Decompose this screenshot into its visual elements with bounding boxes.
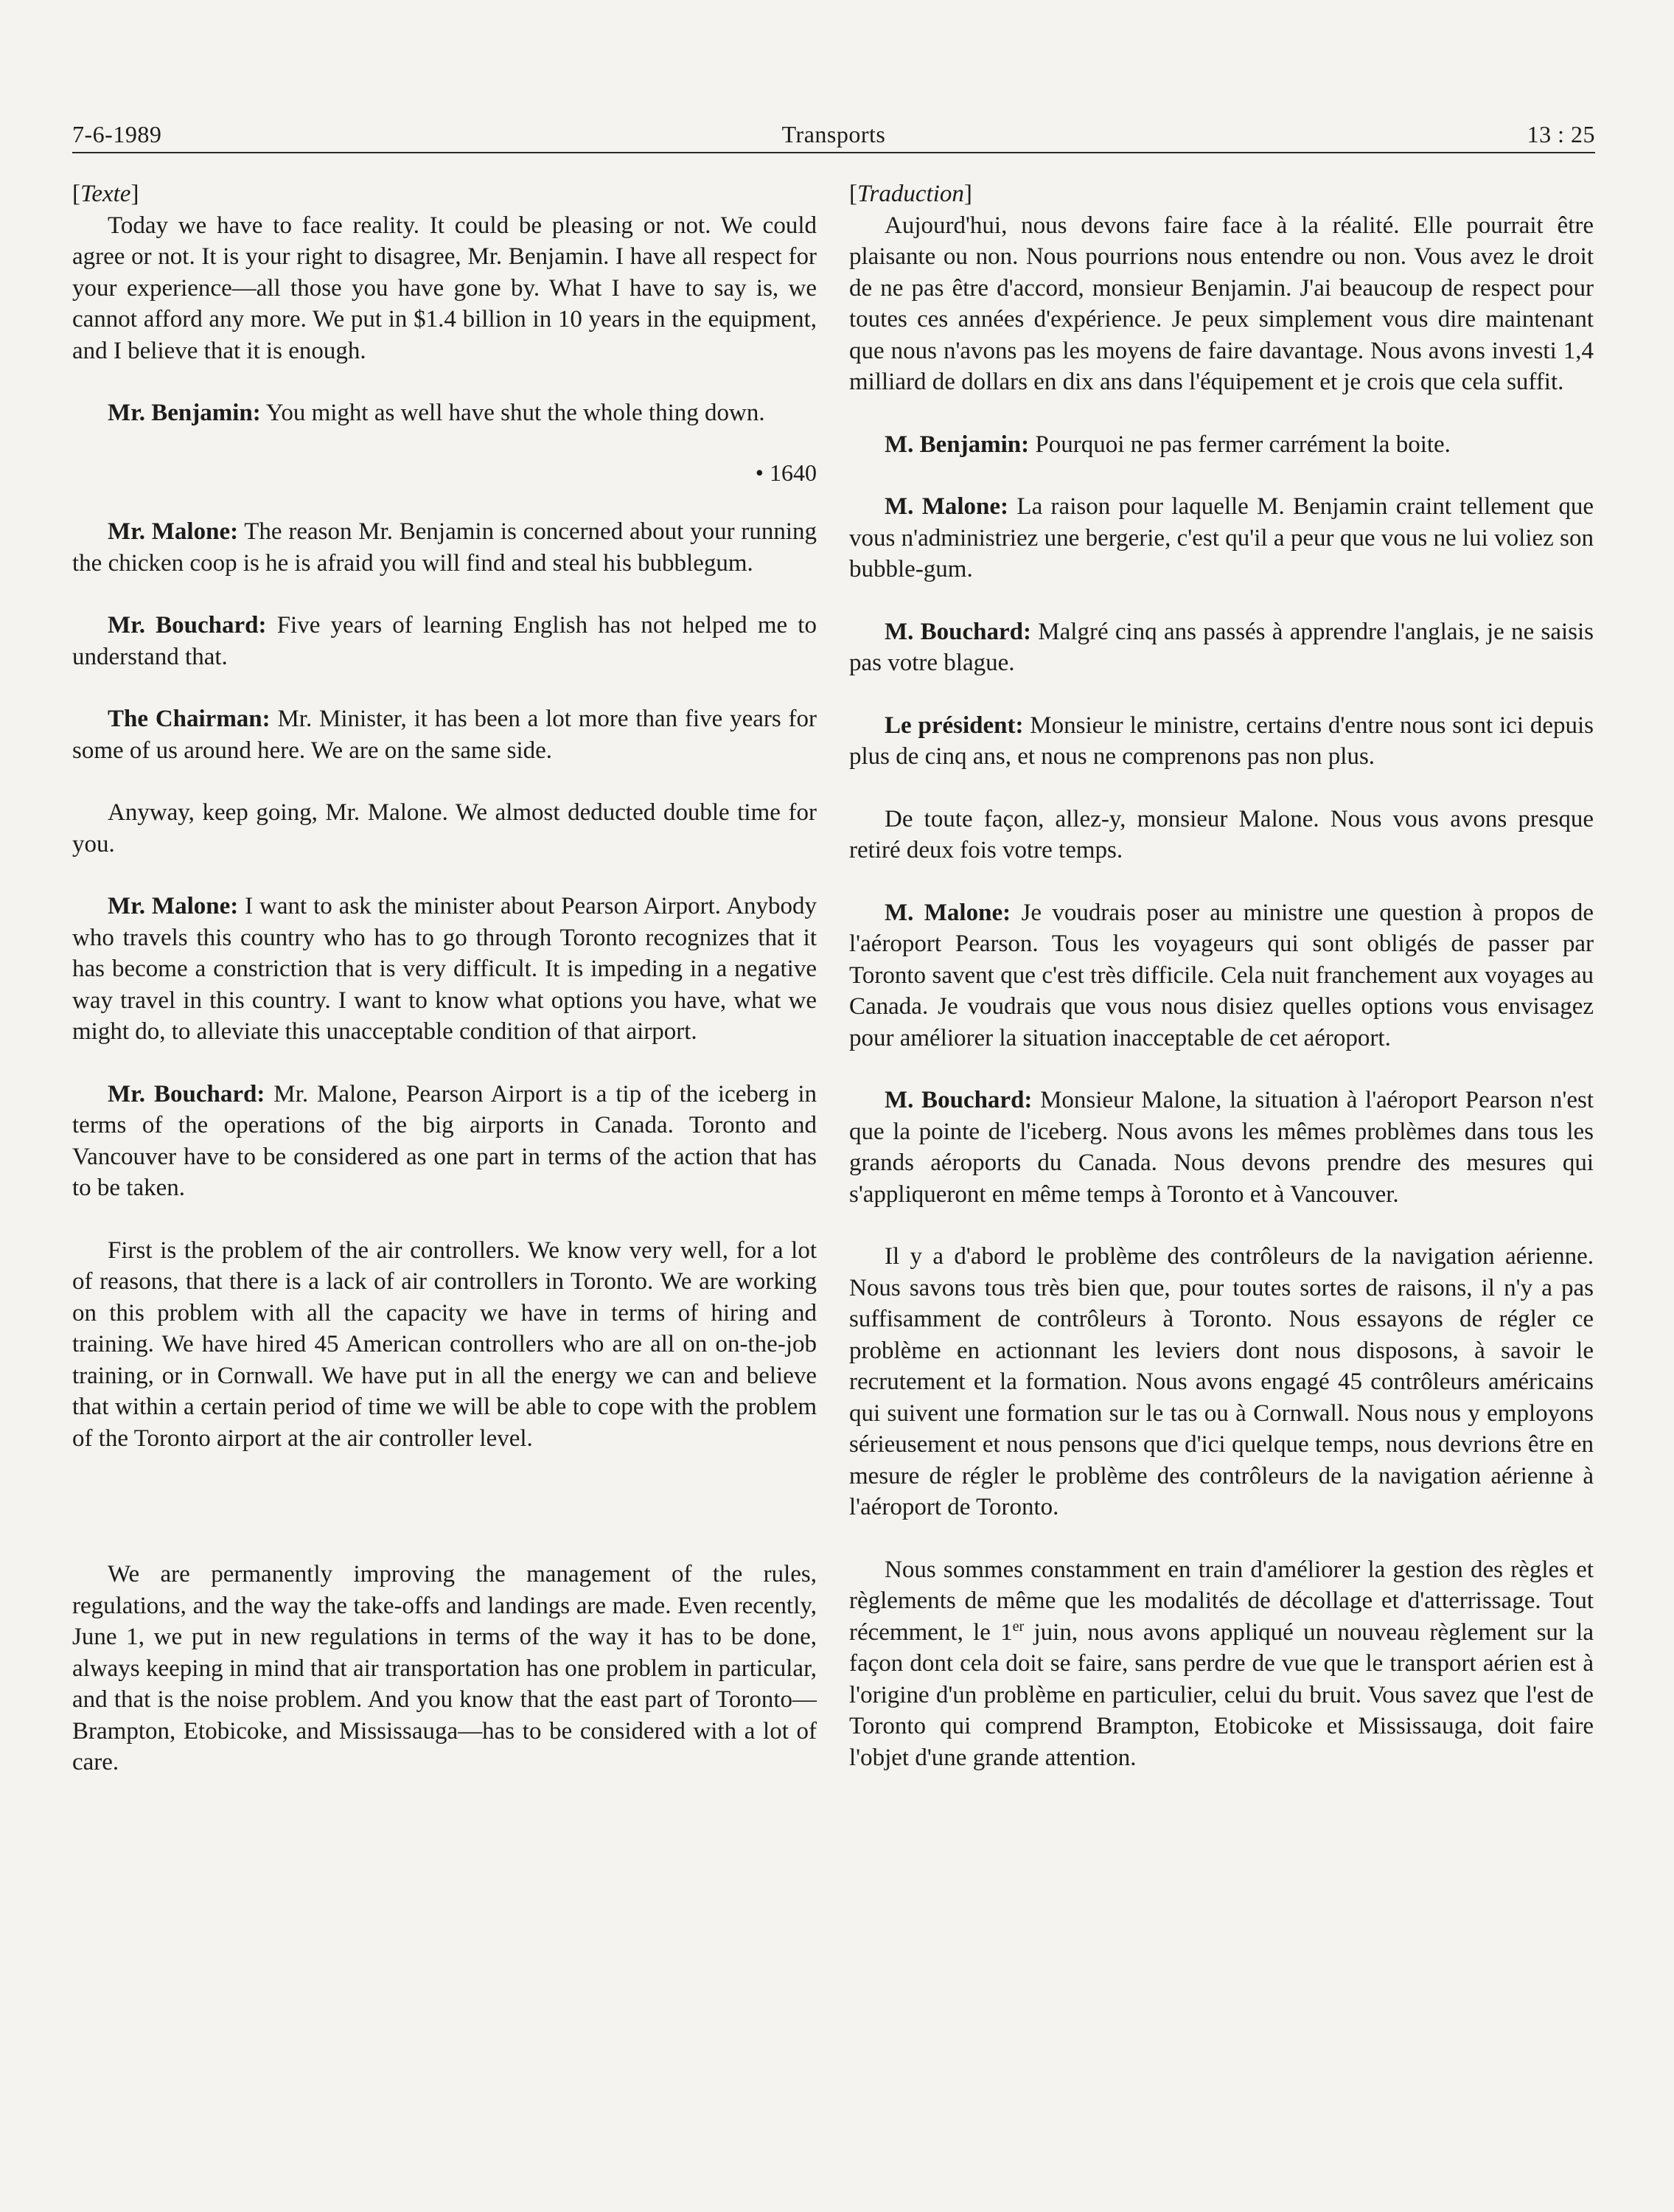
translation-tag: [Traduction] — [849, 181, 972, 207]
paragraph: Mr. Bouchard: Five years of learning English has not helped me to understand that. — [72, 612, 817, 670]
paragraph: We are permanently improving the management of the rules, regulations, and the way the take-offs and landings are made. Even recently, June 1, we put in new regulations in terms of the way it has to be done, always keeping in mind that air transportation has one problem in particular, and that is the noise problem. And you know that the east part of Toronto—Brampton, Etobicoke, and Mississauga—has to be considered with a lot of care. — [72, 1561, 817, 1775]
header-date: 7-6-1989 — [72, 121, 162, 147]
paragraph: Nous sommes constamment en train d'améliorer la gestion des règles et règlements de même que les modalités de décollage et d'atterrissage. Tout récemment, le 1er juin, nous avons appliqué un nouveau règlement sur la façon dont cela doit se faire, sans perdre de vue que le transport aérien est à l'origine d'un problème en particulier, celui du bruit. Vous savez que l'est de Toronto qui comprend Brampton, Etobicoke et Mississauga, doit faire l'objet d'une grande attention. — [849, 1556, 1594, 1771]
english-column — [72, 178, 817, 1809]
paragraph: M. Malone: Je voudrais poser au ministre une question à propos de l'aéroport Pearson. Tous les voyageurs qui sont obligés de passer par Toronto savent que c'est très difficile. Cela nuit franchement aux voyages au Canada. Je voudrais que vous nous disiez quelles options vous envisagez pour améliorer la situation inacceptable de cet aéroport. — [849, 899, 1594, 1051]
paragraph: M. Malone: La raison pour laquelle M. Benjamin craint tellement que vous n'administriez une bergerie, c'est qu'il a peur que vous ne lui voliez son bubble-gum. — [849, 493, 1594, 582]
header-title: Transports — [781, 121, 886, 147]
speaker-name: M. Malone: — [885, 493, 1009, 520]
paragraph: Mr. Malone: I want to ask the minister about Pearson Airport. Anybody who travels this country who has to go through Toronto recognizes that it has become a constriction that is very difficult. It is impeding in a negative way travel in this country. I want to know what options you have, what we might do, to alleviate this unacceptable condition of that airport. — [72, 893, 817, 1045]
header-page-number: 13 : 25 — [1527, 121, 1595, 147]
superscript: er — [1012, 1618, 1025, 1635]
paragraph: Mr. Bouchard: Mr. Malone, Pearson Airport is a tip of the iceberg in terms of the operations of the big airports in Canada. Toronto and Vancouver have to be considered as one part in terms of the action that has to be taken. — [72, 1080, 817, 1201]
paragraph: M. Bouchard: Malgré cinq ans passés à apprendre l'anglais, je ne saisis pas votre blague. — [849, 618, 1594, 676]
timestamp: • 1640 — [755, 459, 817, 486]
paragraph: De toute façon, allez-y, monsieur Malone. Nous vous avons presque retiré deux fois votre temps. — [849, 805, 1594, 863]
paragraph: Il y a d'abord le problème des contrôleurs de la navigation aérienne. Nous savons tous très bien que, pour toutes sortes de raisons, il n'y a pas suffisamment de contrôleurs à Toronto. Nous essayons de régler ce problème en actionnant les leviers dont nous disposons, à savoir le recrutement et la formation. Nous avons engagé 45 contrôleurs américains qui suivent une formation sur le tas ou à Cornwall. Nous nous y employons sérieusement et nous pensons que d'ici quelque temps, nous devrions être en mesure de régler le problème des contrôleurs de la navigation aérienne à l'aéroport de Toronto. — [849, 1243, 1594, 1520]
speaker-name: Mr. Benjamin: — [108, 400, 261, 426]
french-column — [849, 178, 1594, 1804]
paragraph: Mr. Malone: The reason Mr. Benjamin is concerned about your running the chicken coop is he is afraid you will find and steal his bubblegum. — [72, 518, 817, 577]
speaker-name: Mr. Bouchard: — [108, 612, 267, 639]
text-tag: [Texte] — [72, 181, 139, 207]
paragraph: Le président: Monsieur le ministre, certains d'entre nous sont ici depuis plus de cinq ans, et nous ne comprenons pas non plus. — [849, 712, 1594, 770]
paragraph: Mr. Benjamin: You might as well have shut the whole thing down. — [108, 400, 765, 426]
speaker-name: Mr. Malone: — [108, 893, 239, 919]
paragraph: Today we have to face reality. It could be pleasing or not. We could agree or not. It is your right to disagree, Mr. Benjamin. I have all respect for your experience—all those you have gone by. What I have to say is, we cannot afford any more. We put in $1.4 billion in 10 years in the equipment, and I believe that it is enough. — [72, 212, 817, 364]
speaker-name: M. Malone: — [885, 899, 1011, 926]
speaker-name: Mr. Bouchard: — [108, 1080, 265, 1107]
paragraph: M. Benjamin: Pourquoi ne pas fermer carrément la boite. — [885, 431, 1451, 458]
paragraph: The Chairman: Mr. Minister, it has been a lot more than five years for some of us around here. We are on the same side. — [72, 706, 817, 764]
speaker-name: Mr. Malone: — [108, 518, 239, 545]
speaker-name: Le président: — [885, 712, 1024, 739]
speaker-name: M. Benjamin: — [885, 431, 1030, 458]
paragraph: M. Bouchard: Monsieur Malone, la situation à l'aéroport Pearson n'est que la pointe de l'iceberg. Nous avons les mêmes problèmes dans tous les grands aéroports du Canada. Nous devons prendre des mesures qui s'appliqueront en même temps à Toronto et à Vancouver. — [849, 1087, 1594, 1208]
paragraph: Aujourd'hui, nous devons faire face à la réalité. Elle pourrait être plaisante ou non. Nous pourrions nous entendre ou non. Vous avez le droit de ne pas être d'accord, monsieur Benjamin. J'ai beaucoup de respect pour toutes ces années d'expérience. Je peux simplement vous dire maintenant que nous n'avons pas les moyens de faire davantage. Nous avons investi 1,4 milliard de dollars en dix ans dans l'équipement et je crois que cela suffit. — [849, 212, 1594, 395]
paragraph: Anyway, keep going, Mr. Malone. We almost deducted double time for you. — [72, 799, 817, 858]
paragraph: First is the problem of the air controllers. We know very well, for a lot of reasons, that there is a lack of air controllers in Toronto. We are working on this problem with all the capacity we have in terms of hiring and training. We have hired 45 American controllers who are all on on-the-job training, or in Cornwall. We have put in all the energy we can and believe that within a certain period of time we will be able to cope with the problem of the Toronto airport at the air controller level. — [72, 1237, 817, 1452]
page-header — [72, 116, 1595, 153]
speaker-name: M. Bouchard: — [885, 1087, 1033, 1113]
speaker-name: M. Bouchard: — [885, 618, 1032, 645]
speaker-name: The Chairman: — [108, 706, 271, 732]
